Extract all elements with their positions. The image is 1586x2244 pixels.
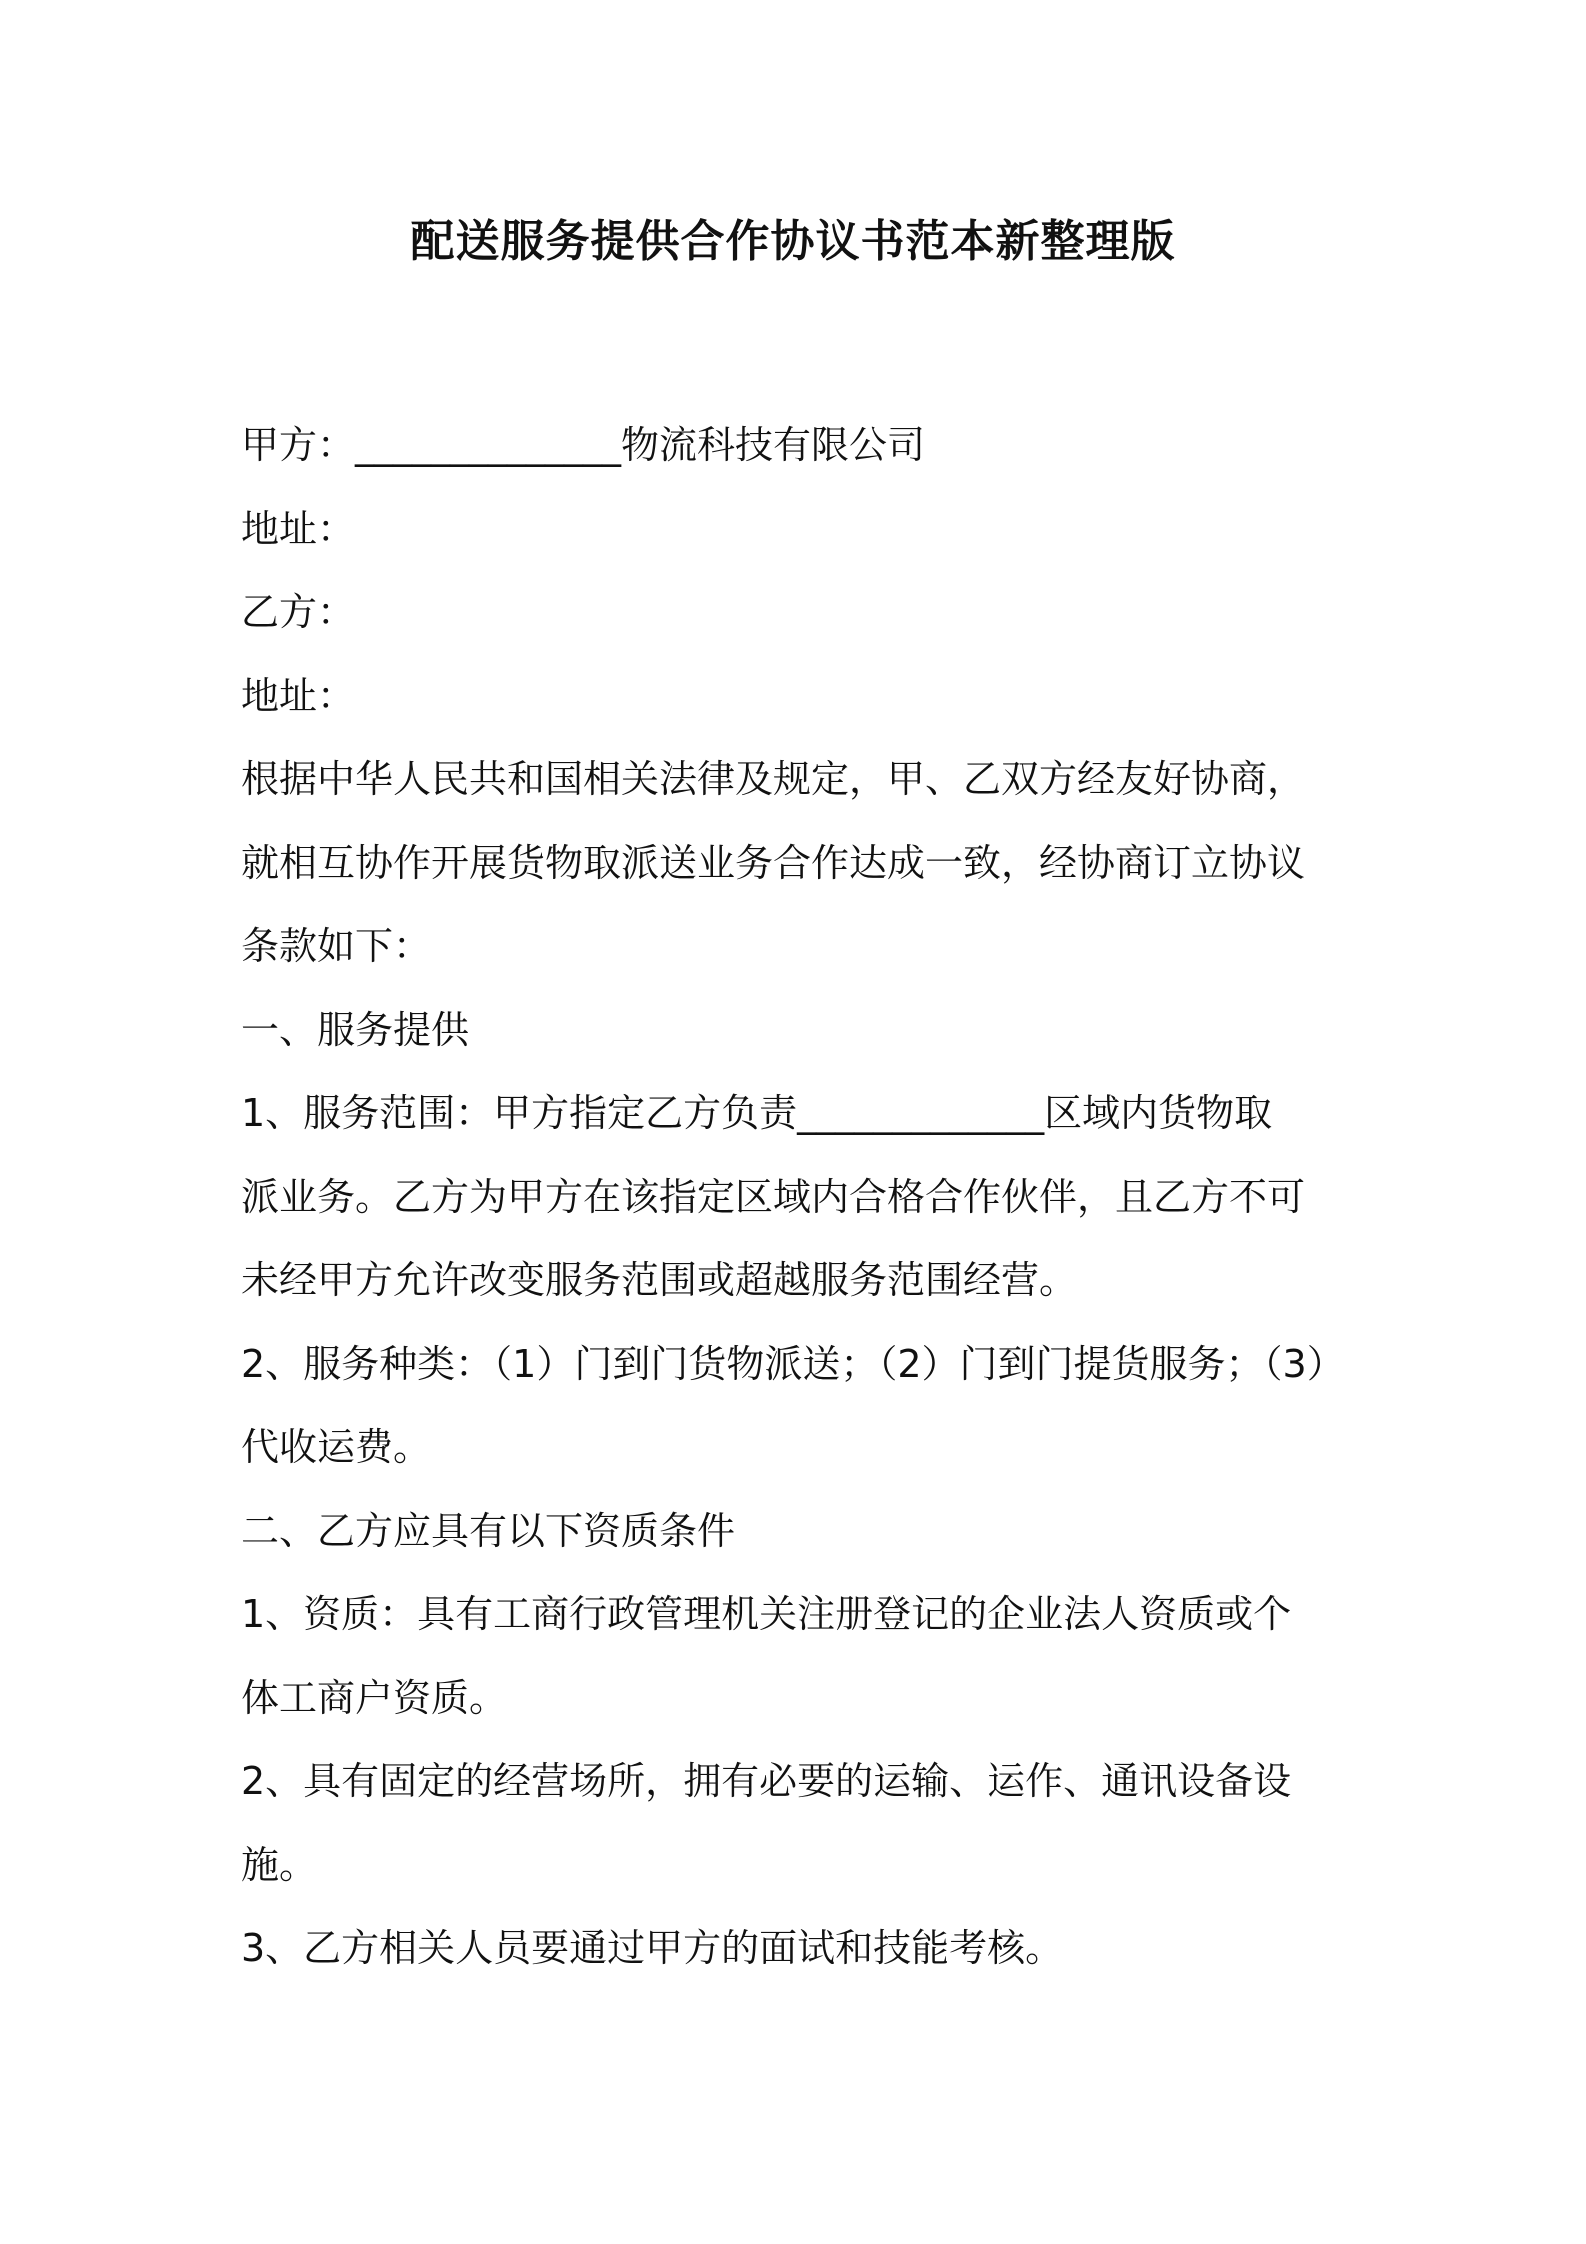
clause-line: 1、资质：具有工商行政管理机关注册登记的企业法人资质或个 bbox=[241, 1592, 1292, 1636]
party-a-address-line: 地址： bbox=[241, 506, 356, 551]
preamble-line: 根据中华人民共和国相关法律及规定，甲、乙双方经友好协商， bbox=[241, 757, 1306, 801]
clause-line: 3、乙方相关人员要通过甲方的面试和技能考核。 bbox=[241, 1926, 1064, 1970]
clause-line: 派业务。乙方为甲方在该指定区域内合格合作伙伴，且乙方不可 bbox=[241, 1174, 1306, 1219]
preamble-line: 条款如下： bbox=[241, 924, 432, 968]
document-body bbox=[241, 404, 1361, 1991]
clause-line: 体工商户资质。 bbox=[241, 1675, 508, 1720]
document-title: 配送服务提供合作协议书范本新整理版 bbox=[410, 216, 1176, 267]
clause-line: 代收运费。 bbox=[241, 1425, 432, 1469]
clause-line: 施。 bbox=[241, 1842, 318, 1887]
party-a-line: 甲方：______________物流科技有限公司 bbox=[241, 423, 926, 467]
clause-line: 未经甲方允许改变服务范围或超越服务范围经营。 bbox=[241, 1258, 1078, 1302]
section-heading-qualifications: 二、乙方应具有以下资质条件 bbox=[241, 1508, 736, 1553]
section-heading-service: 一、服务提供 bbox=[241, 1007, 470, 1052]
preamble-line: 就相互协作开展货物取派送业务合作达成一致，经协商订立协议 bbox=[241, 840, 1306, 885]
clause-line: 1、服务范围：甲方指定乙方负责_____________区域内货物取 bbox=[241, 1091, 1273, 1135]
clause-line: 2、服务种类：（1）门到门货物派送；（2）门到门提货服务；（3） bbox=[241, 1341, 1345, 1386]
clause-line: 2、具有固定的经营场所，拥有必要的运输、运作、通讯设备设 bbox=[241, 1759, 1292, 1803]
party-b-address-line: 地址： bbox=[241, 673, 356, 718]
party-b-line: 乙方： bbox=[241, 590, 356, 634]
